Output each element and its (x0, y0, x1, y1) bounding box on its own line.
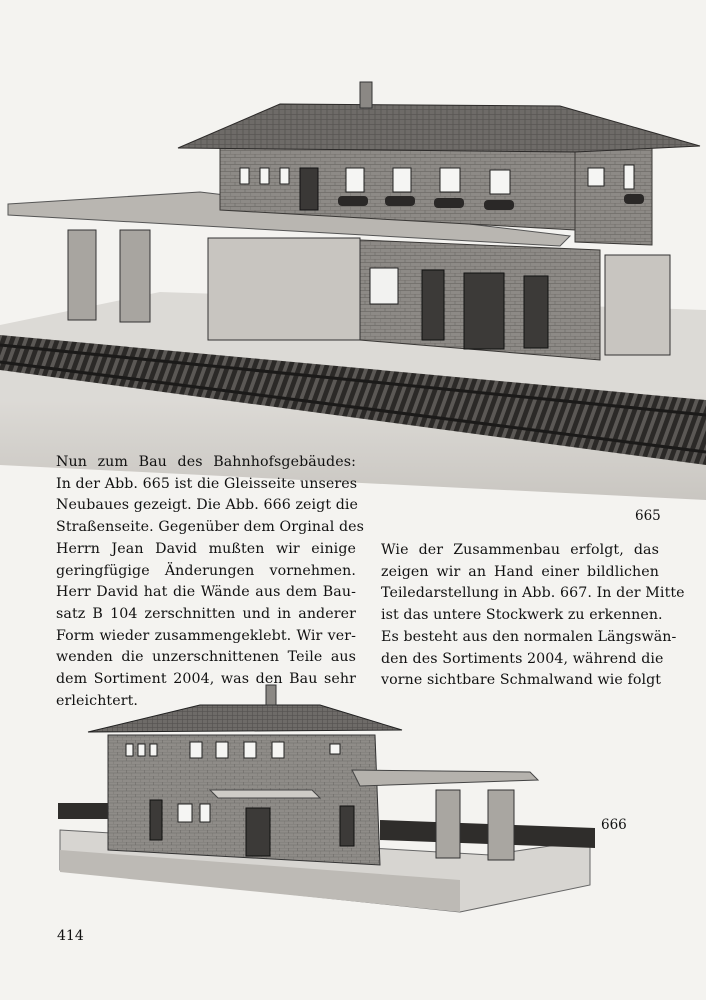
figure-666-number: 666 (601, 817, 627, 833)
text-line: Form wieder zusammengeklebt. Wir ver- (56, 627, 356, 644)
text-line: Herrn Jean David mußten wir einige (56, 540, 356, 557)
text-line: Teiledarstellung in Abb. 667. In der Mitte (381, 585, 685, 602)
text-line: In der Abb. 665 ist die Gleisseite unseres (56, 475, 358, 492)
text-line: zeigen wir an Hand einer bildlichen (381, 563, 659, 580)
text-line: Es besteht aus den normalen Längswän- (381, 628, 677, 645)
text-line: erleichtert. (56, 692, 139, 709)
figure-665-photo (0, 70, 706, 500)
text-line: den des Sortiments 2004, während die (381, 650, 664, 667)
text-line: Wie der Zusammenbau erfolgt, das (381, 542, 659, 558)
text-line: dem Sortiment 2004, was den Bau sehr (56, 671, 356, 688)
figure-666-photo (50, 680, 610, 920)
text-line: geringfügige Änderungen vornehmen. (56, 562, 356, 579)
text-line: wenden die unzerschnittenen Teile aus (56, 649, 356, 666)
page-number: 414 (57, 928, 84, 944)
body-text-right-column (381, 540, 685, 692)
text-line: satz B 104 zerschnitten und in anderer (56, 605, 356, 622)
text-line: vorne sichtbare Schmalwand wie folgt (381, 672, 662, 689)
text-line: ist das untere Stockwerk zu erkennen. (381, 607, 663, 624)
figure-665-number: 665 (635, 508, 661, 524)
text-line: Nun zum Bau des Bahnhofsgebäudes: (56, 454, 356, 470)
text-line: Herr David hat die Wände aus dem Bau- (56, 584, 356, 601)
body-text-left-column (56, 452, 365, 712)
text-line: Neubaues gezeigt. Die Abb. 666 zeigt die (56, 497, 359, 514)
text-line: Straßenseite. Gegenüber dem Orginal des (56, 519, 365, 536)
